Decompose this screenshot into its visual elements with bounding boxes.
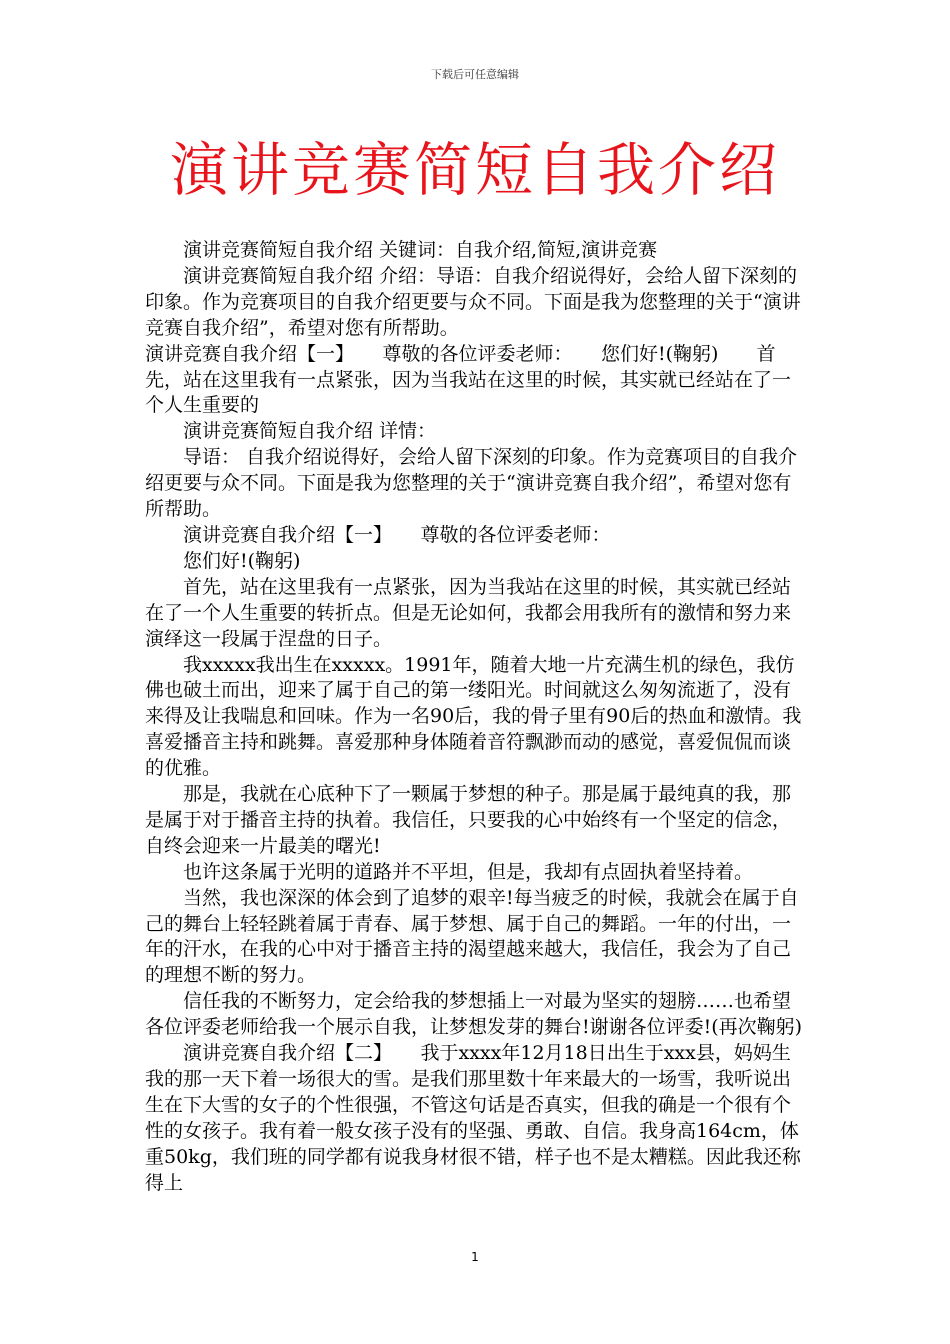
paragraph-section-two: 演讲竞赛自我介绍【二】 我于xxxx年12月18日出生于xxx县，妈妈生我的那一天下着一场很大的雪。是我们那里数十年来最大的一场雪，我听说出生在下大雪的女子的个性很强，不管这句话是否真实，但我的确是一个很有个性的女孩子。我有着一般女孩子没有的坚强、勇敢、自信。我身高164cm，体重50kg，我们班的同学都有说我身材很不错，样子也不是太糟糕。因此我还称得上: [145, 1042, 801, 1194]
paragraph-body: 那是，我就在心底种下了一颗属于梦想的种子。那是属于最纯真的我，那是属于对于播音主持的执着。我信任，只要我的心中始终有一个坚定的信念，自终会迎来一片最美的曙光!: [145, 783, 792, 857]
paragraph-lead: 导语： 自我介绍说得好，会给人留下深刻的印象。作为竞赛项目的自我介绍更要与众不同。下面是我为您整理的关于“演讲竞赛自我介绍”，希望对您有所帮助。: [145, 446, 798, 521]
paragraph-details-heading: 演讲竞赛简短自我介绍 详情：: [183, 420, 437, 443]
document-title: 演讲竞赛简短自我介绍: [169, 136, 780, 204]
paragraph-excerpt: 演讲竞赛自我介绍【一】 尊敬的各位评委老师： 您们好!(鞠躬) 首先，站在这里我有一点紧张，因为当我站在这里的时候，其实就已经站在了一个人生重要的: [145, 342, 792, 417]
page-number: 1: [471, 1250, 479, 1264]
paragraph-body: 当然，我也深深的体会到了追梦的艰辛!每当疲乏的时候，我就会在属于自己的舞台上轻轻跳着属于青春、属于梦想、属于自己的舞蹈。一年的付出，一年的汗水，在我的心中对于播音主持的渴望越来越大，我信任，我会为了自己的理想不断的努力。: [145, 886, 799, 987]
paragraph-body: 我xxxxx我出生在xxxxx。1991年，随着大地一片充满生机的绿色，我仿佛也破土而出，迎来了属于自己的第一缕阳光。时间就这么匆匆流逝了，没有来得及让我喘息和回味。作为一名90后，我的骨子里有90后的热血和激情。我喜爱播音主持和跳舞。喜爱那种身体随着音符飘渺而动的感觉，喜爱侃侃而谈的优雅。: [145, 653, 802, 780]
document-body: [145, 238, 805, 1197]
paragraph-closing: 信任我的不断努力，定会给我的梦想插上一对最为坚实的翅膀……也希望各位评委老师给我一个展示自我，让梦想发芽的舞台!谢谢各位评委!(再次鞠躬): [145, 990, 803, 1039]
paragraph-section-one: 演讲竞赛自我介绍【一】 尊敬的各位评委老师：: [183, 523, 611, 546]
paragraph-greeting: 您们好!(鞠躬): [183, 549, 301, 572]
paragraph-keywords: 演讲竞赛简短自我介绍 关键词：自我介绍,简短,演讲竞赛: [183, 239, 658, 261]
paragraph-body: 也许这条属于光明的道路并不平坦，但是，我却有点固执着坚持着。: [183, 860, 754, 883]
paragraph-body: 首先，站在这里我有一点紧张，因为当我站在这里的时候，其实就已经站在了一个人生重要的转折点。但是无论如何，我都会用我所有的激情和努力来演绎这一段属于涅盘的日子。: [145, 575, 792, 650]
paragraph-intro: 演讲竞赛简短自我介绍 介绍：导语：自我介绍说得好，会给人留下深刻的印象。作为竞赛项目的自我介绍更要与众不同。下面是我为您整理的关于“演讲竞赛自我介绍”，希望对您有所帮助。: [145, 264, 801, 339]
page-header-note: 下载后可任意编辑: [431, 68, 519, 81]
